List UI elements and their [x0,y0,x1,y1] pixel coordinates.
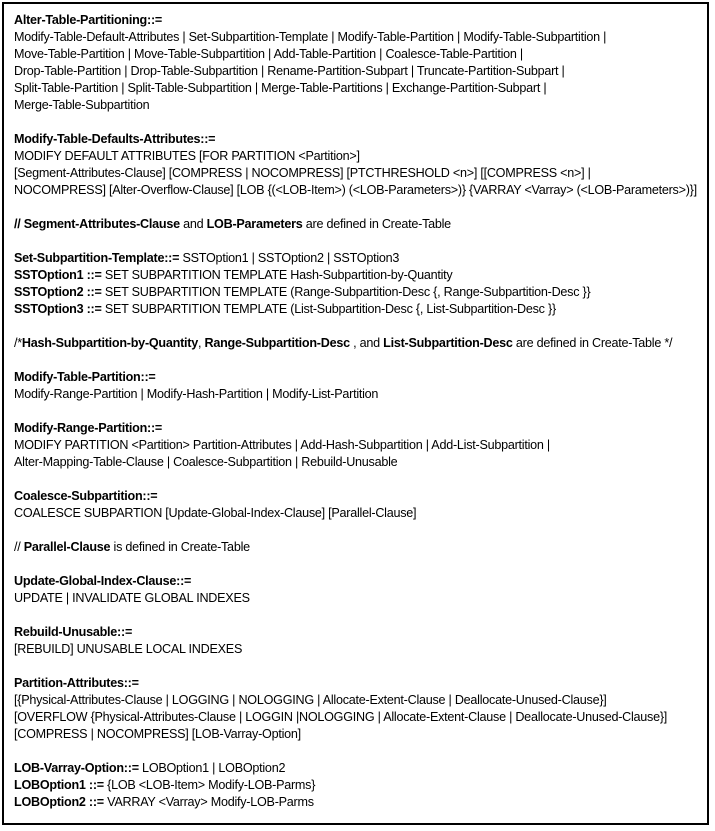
rule-line: Drop-Table-Partition | Drop-Table-Subpartition | Rename-Partition-Subpart | Truncate-Partition-Subpart | [14,64,565,78]
rule-line: UPDATE | INVALIDATE GLOBAL INDEXES [14,591,250,605]
rule-text: SSTOption1 | SSTOption2 | SSTOption3 [179,251,400,265]
rule-line: [REBUILD] UNUSABLE LOCAL INDEXES [14,642,243,656]
comment-text: are defined in Create-Table [302,217,451,231]
option-text: SET SUBPARTITION TEMPLATE (Range-Subpartition-Desc {, Range-Subpartition-Desc }} [101,285,591,299]
rule-header: Modify-Table-Partition::= [14,370,156,384]
comment-term: Hash-Subpartition-by-Quantity [21,336,198,350]
rule-text: LOBOption1 | LOBOption2 [138,761,286,775]
option-text: VARRAY <Varray> Modify-LOB-Parms [103,795,314,809]
rule-header: Modify-Table-Defaults-Attributes::= [14,132,216,146]
comment-text: , and [349,336,384,350]
comment-term: Parallel-Clause [23,540,111,554]
option-label: SSTOption2 ::= [14,285,102,299]
comment-text: /* [14,336,22,350]
rule-line: [{Physical-Attributes-Clause | LOGGING | NOLOGGING | Allocate-Extent-Clause | Deallocate-Unused-Clause}] [14,693,607,707]
comment-text: , [197,336,205,350]
alter-table-partitioning-rule [14,12,701,114]
rule-line: MODIFY PARTITION <Partition> Partition-Attributes | Add-Hash-Subpartition | Add-List-Subpartition | [14,438,550,452]
rule-line: Merge-Table-Subpartition [14,98,150,112]
option-text: SET SUBPARTITION TEMPLATE Hash-Subpartition-by-Quantity [101,268,453,282]
modify-table-partition-rule [14,369,701,403]
rule-line: Alter-Mapping-Table-Clause | Coalesce-Subpartition | Rebuild-Unusable [14,455,398,469]
grammar-content [14,12,701,828]
rebuild-unusable-rule [14,624,701,658]
comment-term: Range-Subpartition-Desc [204,336,350,350]
option-label: SSTOption1 ::= [14,268,102,282]
lob-varray-option-rule [14,760,701,811]
rule-header: Coalesce-Subpartition::= [14,489,158,503]
comment-term: List-Subpartition-Desc [383,336,513,350]
option-text: SET SUBPARTITION TEMPLATE (List-Subpartition-Desc {, List-Subpartition-Desc }} [101,302,556,316]
rule-header: Set-Subpartition-Template::= [14,251,180,265]
segment-attributes-comment [14,216,701,233]
update-global-index-rule [14,573,701,607]
coalesce-subpartition-rule [14,488,701,522]
rule-line: [COMPRESS | NOCOMPRESS] [LOB-Varray-Option] [14,727,301,741]
rule-line: Split-Table-Partition | Split-Table-Subpartition | Merge-Table-Partitions | Exchange-Partition-Subpart | [14,81,547,95]
modify-range-partition-rule [14,420,701,471]
rule-header: Update-Global-Index-Clause::= [14,574,192,588]
rule-header: Modify-Range-Partition::= [14,421,163,435]
rule-header: Partition-Attributes::= [14,676,139,690]
rule-line: Move-Table-Partition | Move-Table-Subpartition | Add-Table-Partition | Coalesce-Table-Partition | [14,47,523,61]
option-label: SSTOption3 ::= [14,302,102,316]
rule-line: Modify-Table-Default-Attributes | Set-Subpartition-Template | Modify-Table-Partition | Modify-Table-Subpartition | [14,30,607,44]
rule-line: MODIFY DEFAULT ATTRIBUTES [FOR PARTITION <Partition>] [14,149,360,163]
rule-line: [OVERFLOW {Physical-Attributes-Clause | LOGGIN |NOLOGGING | Allocate-Extent-Clause | Deallocate-Unused-Clause}] [14,710,668,724]
option-label: LOBOption1 ::= [14,778,104,792]
rule-line: COALESCE SUBPARTION [Update-Global-Index-Clause] [Parallel-Clause] [14,506,417,520]
option-label: LOBOption2 ::= [14,795,104,809]
option-text: {LOB <LOB-Item> Modify-LOB-Parms} [103,778,316,792]
parallel-clause-comment [14,539,701,556]
rule-line: NOCOMPRESS] [Alter-Overflow-Clause] [LOB {(<LOB-Item>) (<LOB-Parameters>)} {VARRAY <Varray> (<LOB-Parameters>)}] [14,183,697,197]
comment-text: are defined in Create-Table */ [512,336,673,350]
comment-term: Segment-Attributes-Clause [23,217,180,231]
modify-table-defaults-rule [14,131,701,199]
comment-text: and [179,217,207,231]
comment-prefix: // [14,217,24,231]
document-frame [2,2,709,825]
comment-text: // [14,540,24,554]
rule-header: Rebuild-Unusable::= [14,625,133,639]
comment-term: LOB-Parameters [206,217,303,231]
hash-subpartition-comment [14,335,701,352]
comment-text: is defined in Create-Table [110,540,250,554]
rule-line: [Segment-Attributes-Clause] [COMPRESS | NOCOMPRESS] [PTCTHRESHOLD <n>] [[COMPRESS <n>] | [14,166,591,180]
partition-attributes-rule [14,675,701,743]
rule-header: LOB-Varray-Option::= [14,761,139,775]
set-subpartition-template-rule [14,250,701,318]
rule-header: Alter-Table-Partitioning::= [14,13,162,27]
rule-line: Modify-Range-Partition | Modify-Hash-Partition | Modify-List-Partition [14,387,379,401]
